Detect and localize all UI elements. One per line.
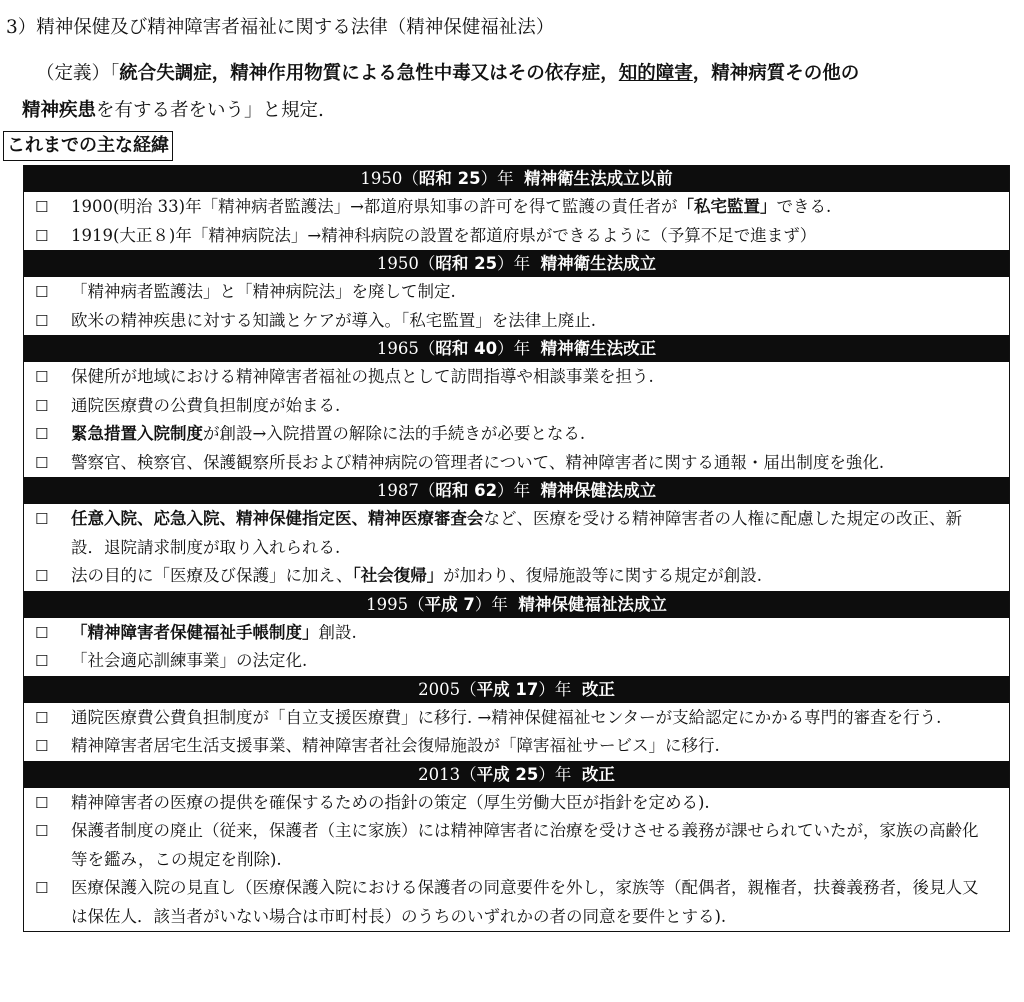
checkbox-icon: ☐ bbox=[35, 708, 49, 727]
checkbox-icon: ☐ bbox=[35, 510, 49, 528]
item-text: 医療保護入院の見直し（医療保護入院における保護者の同意要件を外し，家族等（配偶者，親権者，扶養義務者，後見人又は保佐人．該当者がいない場合は市町村長）のうちのいずれかの者の同意を要件とする). bbox=[71, 878, 979, 926]
era-item-list bbox=[24, 192, 1009, 250]
item-bold-text: 「社会復帰」 bbox=[352, 566, 444, 585]
checkbox-icon: ☐ bbox=[35, 226, 49, 245]
list-item bbox=[24, 562, 1009, 591]
list-item bbox=[24, 392, 1009, 421]
era-name: 昭和 25 bbox=[418, 169, 481, 188]
definition-prefix: （定義）「 bbox=[36, 63, 120, 84]
list-item bbox=[24, 647, 1009, 676]
list-item bbox=[24, 307, 1009, 336]
era-title: 精神保健法成立 bbox=[540, 481, 657, 500]
definition-underlined-term: 知的障害 bbox=[618, 63, 693, 84]
checkbox-icon: ☐ bbox=[35, 396, 49, 415]
item-text: 「精神病者監護法」と「精神病院法」を廃して制定. bbox=[71, 282, 456, 301]
era-name: 平成 25 bbox=[476, 764, 539, 784]
era-item-list bbox=[24, 362, 1009, 477]
item-text: 1900(明治 33)年「精神病者監護法」→都道府県知事の許可を得て監護の責任者が bbox=[71, 197, 678, 216]
era-year: 2005（ bbox=[418, 679, 477, 699]
era-year-close: ）年 bbox=[474, 594, 508, 614]
checkbox-icon: ☐ bbox=[35, 198, 49, 216]
item-text: など、医療を受ける精神障害者の人権に配慮した規定の改正、新設．退院請求制度が取り入れられる. bbox=[71, 509, 962, 557]
section-heading: 3）精神保健及び精神障害者福祉に関する法律（精神保健福祉法） bbox=[6, 17, 555, 38]
item-text: 通院医療費の公費負担制度が始まる. bbox=[71, 395, 341, 415]
item-text: 法の目的に「医療及び保護」に加え、 bbox=[71, 566, 353, 585]
definition-suffix: を有する者をいう」と規定. bbox=[96, 100, 324, 121]
list-item bbox=[24, 222, 1009, 251]
era-title: 精神保健福祉法成立 bbox=[518, 594, 667, 614]
list-item bbox=[24, 193, 1009, 222]
item-text: が加わり、復帰施設等に関する規定が創設. bbox=[443, 566, 762, 585]
era-header bbox=[24, 165, 1009, 192]
checkbox-icon: ☐ bbox=[35, 879, 49, 897]
item-text: 欧米の精神疾患に対する知識とケアが導入。「私宅監置」を法律上廃止. bbox=[71, 310, 596, 330]
era-title: 精神衛生法成立 bbox=[540, 254, 657, 273]
item-text: 警察官、検察官、保護観察所長および精神病院の管理者について、精神障害者に関する通報・届出制度を強化. bbox=[71, 452, 885, 472]
era-year-close: ）年 bbox=[538, 764, 572, 784]
era-item-list bbox=[24, 703, 1009, 761]
checkbox-icon: ☐ bbox=[35, 623, 49, 642]
definition-line-2 bbox=[22, 92, 1022, 129]
era-title: 改正 bbox=[581, 679, 615, 699]
era-title: 精神衛生法成立以前 bbox=[524, 169, 673, 188]
list-item bbox=[24, 817, 1009, 874]
item-text: 「社会適応訓練事業」の法定化. bbox=[71, 651, 308, 670]
list-item bbox=[24, 732, 1009, 761]
era-header bbox=[24, 676, 1009, 703]
list-item bbox=[24, 449, 1009, 478]
checkbox-icon: ☐ bbox=[35, 453, 49, 472]
era-name: 平成 17 bbox=[476, 679, 539, 699]
checkbox-icon: ☐ bbox=[35, 425, 49, 443]
era-item-list bbox=[24, 618, 1009, 676]
list-item bbox=[24, 363, 1009, 392]
list-item bbox=[24, 278, 1009, 307]
timeline-table bbox=[23, 165, 1010, 932]
checkbox-icon: ☐ bbox=[35, 368, 49, 386]
checkbox-icon: ☐ bbox=[35, 793, 49, 812]
era-year-close: ）年 bbox=[538, 679, 572, 699]
checkbox-icon: ☐ bbox=[35, 652, 49, 670]
definition-bold-text-2: ，精神病質その他の bbox=[692, 63, 860, 84]
era-year-close: ）年 bbox=[497, 254, 531, 273]
checkbox-icon: ☐ bbox=[35, 822, 49, 840]
era-header bbox=[24, 761, 1009, 788]
item-bold-text: 「私宅監置」 bbox=[677, 197, 777, 216]
era-name: 昭和 62 bbox=[435, 481, 498, 500]
item-bold-text: 「精神障害者保健福祉手帳制度」 bbox=[71, 622, 319, 642]
definition-block bbox=[22, 55, 1022, 129]
list-item bbox=[24, 505, 1009, 562]
definition-line-1 bbox=[22, 55, 1022, 92]
era-year-close: ）年 bbox=[480, 169, 514, 188]
item-bold-text: 任意入院、応急入院、精神保健指定医、精神医療審査会 bbox=[71, 509, 484, 528]
list-item bbox=[24, 874, 1009, 931]
era-year-close: ）年 bbox=[497, 339, 531, 358]
item-text: 創設. bbox=[318, 622, 357, 642]
item-bold-text: 緊急措置入院制度 bbox=[71, 424, 203, 443]
era-year: 1950（ bbox=[360, 169, 419, 188]
era-year: 2013（ bbox=[418, 764, 477, 784]
era-title: 精神衛生法改正 bbox=[540, 339, 657, 358]
era-name: 平成 7 bbox=[424, 594, 475, 614]
era-year: 1995（ bbox=[366, 594, 425, 614]
era-title: 改正 bbox=[581, 764, 615, 784]
era-year: 1950（ bbox=[376, 254, 436, 273]
era-name: 昭和 40 bbox=[435, 339, 498, 358]
checkbox-icon: ☐ bbox=[35, 737, 49, 755]
item-text: 精神障害者居宅生活支援事業、精神障害者社会復帰施設が「障害福祉サービス」に移行. bbox=[71, 736, 720, 755]
item-text: が創設→入院措置の解除に法的手続きが必要となる. bbox=[203, 424, 586, 443]
definition-bold-term: 精神疾患 bbox=[22, 100, 97, 121]
era-header bbox=[24, 591, 1009, 618]
era-year: 1965（ bbox=[376, 339, 436, 358]
history-label-box: これまでの主な経緯 bbox=[3, 131, 173, 161]
definition-bold-text: 統合失調症，精神作用物質による急性中毒又はその依存症， bbox=[119, 63, 619, 84]
item-text: 保健所が地域における精神障害者福祉の拠点として訪問指導や相談事業を担う. bbox=[71, 367, 654, 386]
list-item bbox=[24, 420, 1009, 449]
checkbox-icon: ☐ bbox=[35, 567, 49, 585]
era-header bbox=[24, 477, 1009, 504]
item-text: できる. bbox=[776, 197, 832, 216]
era-name: 昭和 25 bbox=[435, 254, 498, 273]
list-item bbox=[24, 619, 1009, 648]
list-item bbox=[24, 789, 1009, 818]
item-text: 1919(大正８)年「精神病院法」→精神科病院の設置を都道府県ができるように（予算不足で進まず） bbox=[71, 225, 817, 245]
era-year-close: ）年 bbox=[497, 481, 531, 500]
era-header bbox=[24, 250, 1009, 277]
item-text: 精神障害者の医療の提供を確保するための指針の策定（厚生労働大臣が指針を定める). bbox=[71, 792, 710, 812]
era-year: 1987（ bbox=[376, 481, 436, 500]
item-text: 通院医療費公費負担制度が「自立支援医療費」に移行. →精神保健福祉センターが支給認定にかかる専門的審査を行う. bbox=[71, 707, 942, 727]
list-item bbox=[24, 704, 1009, 733]
era-item-list bbox=[24, 277, 1009, 335]
checkbox-icon: ☐ bbox=[35, 311, 49, 330]
item-text: 保護者制度の廃止（従来，保護者（主に家族）には精神障害者に治療を受けさせる義務が課せられていたが，家族の高齢化等を鑑み，この規定を削除). bbox=[71, 821, 979, 869]
era-item-list bbox=[24, 788, 1009, 932]
era-item-list bbox=[24, 504, 1009, 591]
checkbox-icon: ☐ bbox=[35, 283, 49, 301]
era-header bbox=[24, 335, 1009, 362]
